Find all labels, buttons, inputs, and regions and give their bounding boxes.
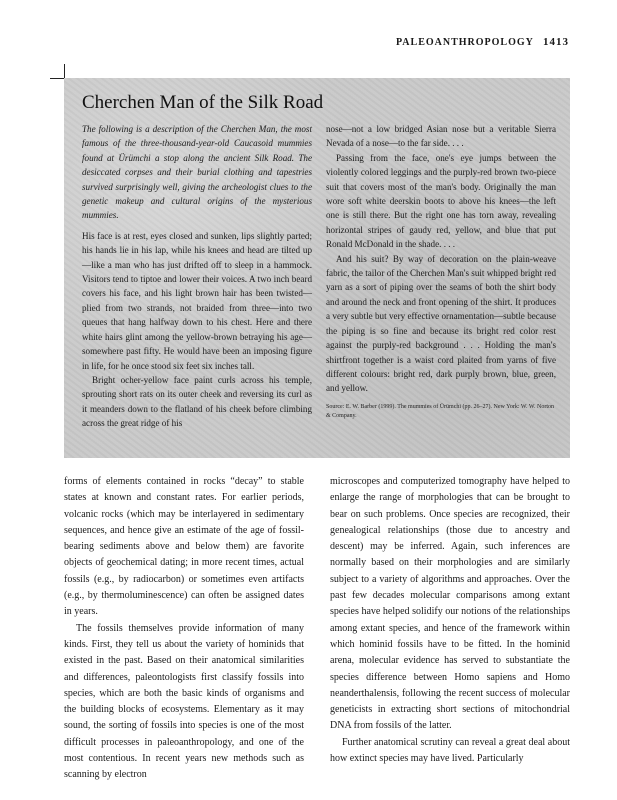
main-body [64,474,570,784]
sidebar-box [64,78,570,458]
sidebar-column-right [326,122,556,431]
body-paragraph: Further anatomical scrutiny can reveal a great deal about how extinct species may have lived. Particularly [330,736,570,765]
sidebar-paragraph: Passing from the face, one's eye jumps between the violently colored leggings and the purply-red brown two-piece suit that covers most of the man's body. Originally the man wore soft white deerskin boots to above his knees—the left one is still there. But the right one has torn away, revealing horizontal stripes of gaudy red, yellow, and blue that put Ronald McDonald in the shade. . . . [326,152,556,250]
body-column-left [64,474,304,784]
section-title: PALEOANTHROPOLOGY [395,37,534,48]
page-number: 1413 [543,36,569,48]
running-header [396,36,569,48]
sidebar-paragraph: His face is at rest, eyes closed and sunken, lips slightly parted; his hands lie in his lap, while his knees and head are tilted up—like a man who has just drifted off to sleep in a hammock. Visitors tend to tiptoe and lower their voices. A two inch beard covers his face, and his light brown hair has been twisted—plied from two strands, not braided from three—into two queues that hang halfway down to his chest. Here and there white hairs glint among the yellow-brown betraying his age—somewhere past fifty. He would have been an imposing figure in life, for he once stood six feet six inches tall. [82,230,312,371]
body-paragraph: microscopes and computerized tomography have helped to enlarge the range of morphologies that can be brought to bear on such problems. Once species are recognized, their genealogical relationships (those due to ancestry and descent) may be inferred. Again, such inferences are normally based on their morphologies and are similarly subject to a variety of algorithms and approaches. Over the past few decades molecular comparisons among extant species have helped solidify our notions of the relationships among extant species, and hence of the framework within which hominid fossils have to be fitted. In the hominid arena, molecular evidence has served to substantiate the species difference between Homo sapiens and Homo neanderthalensis, following the recent success of molecular geneticists in extracting short sections of mitochondrial DNA from fossils of the latter. [330,476,570,732]
sidebar-intro: The following is a description of the Cherchen Man, the most famous of the three-thousand-year-old Caucasoid mummies found at Ürümchi a stop along the ancient Silk Road. The desiccated corpses and their burial clothing and tapestries survived surprisingly well, giving the archeologist clues to the genetic makeup and cultural origins of the mysterious mummies. [82,124,312,221]
sidebar-paragraph: nose—not a low bridged Asian nose but a veritable Sierra Nevada of a nose—to the far side. . . . [326,124,556,149]
sidebar-paragraph: And his suit? By way of decoration on the plain-weave fabric, the tailor of the Cherchen Man's suit whipped bright red yarn as a sort of piping over the seams of both the shirt body and around the neck and front opening of the shirt. It produces a very subtle but very effective ornamentation—subtle because the piping is so fine and because its bright red color rest against the purply-red background . . . Holding the man's shirtfront together is a waist cord plaited from yarns of five different colours: bright red, dark purply brown, blue, green, and yellow. [326,253,556,394]
body-paragraph: forms of elements contained in rocks “decay” to stable states at known and constant rates. For earlier periods, volcanic rocks (which may be interlayered in sedimentary sequences, and hence give an estimate of the age of fossil-bearing sediments above and below them) are favorite objects of geochemical dating; in more recent times, actual fossils (e.g., by radiocarbon) or sometimes even artifacts (e.g., by thermoluminescence) can often be assigned dates in years. [64,476,304,618]
sidebar-columns [82,122,556,431]
sidebar-source-citation: Source: E. W. Barber (1999). The mummies of Ürümchi (pp. 26–27). New York: W. W. Norton & Company. [326,403,555,419]
body-column-right [330,474,570,784]
sidebar-paragraph: Bright ocher-yellow face paint curls across his temple, sprouting short rats on its outer cheek and reversing its curl as it meanders down to the flatland of his cheek before climbing across the great ridge of his [82,374,312,429]
body-paragraph: The fossils themselves provide information of many kinds. First, they tell us about the variety of hominids that existed in the past. Based on their anatomical similarities and differences, paleontologists first classify fossils into species, which are both the basic kinds of organisms and the building blocks of ecosystems. Elementary as it may sound, the sorting of fossils into species is one of the most difficult processes in paleoanthropology, and one of the most contentious. In recent years new methods such as scanning by electron [64,622,304,781]
sidebar-column-left [82,122,312,431]
sidebar-title: Cherchen Man of the Silk Road [82,92,324,113]
